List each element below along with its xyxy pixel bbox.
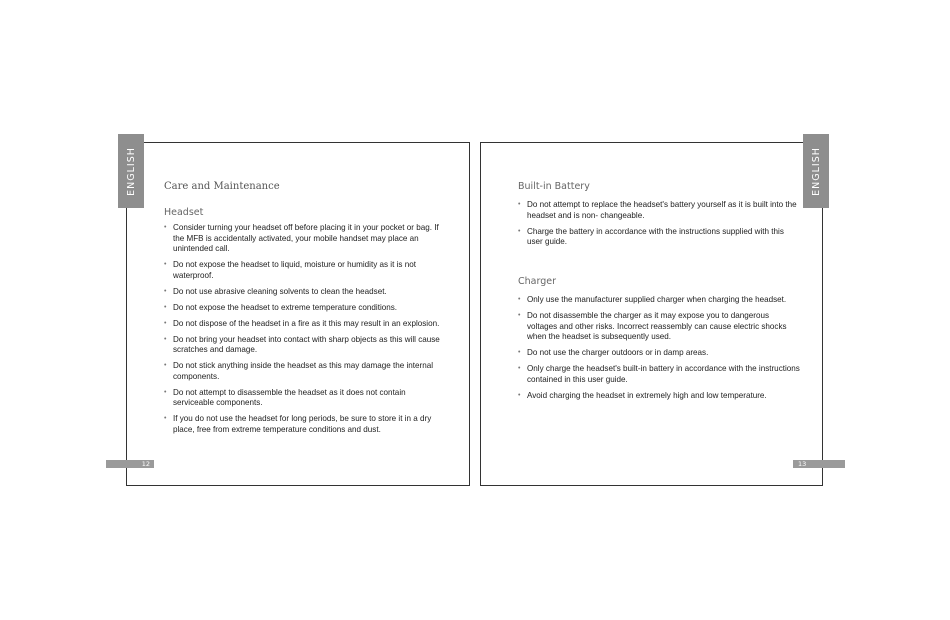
list-item: • Do not expose the headset to extreme temperature conditions. xyxy=(164,303,440,314)
list-item: • Do not use the charger outdoors or in damp areas. xyxy=(518,348,800,359)
list-item: • Only charge the headset's built-in battery in accordance with the instructions contained in this user guide. xyxy=(518,364,800,385)
headset-care-list xyxy=(164,223,440,441)
section-title-care: Care and Maintenance xyxy=(164,181,280,192)
language-tab-left xyxy=(118,134,144,208)
list-item: • Do not dispose of the headset in a fire as it this may result in an explosion. xyxy=(164,319,440,330)
list-item: • Consider turning your headset off before placing it in your pocket or bag. If the MFB is accidentally activated, your mobile handset may place an unintended call. xyxy=(164,223,440,255)
list-item: • Do not bring your headset into contact with sharp objects as this will cause scratches and damage. xyxy=(164,335,440,356)
list-item: • Charge the battery in accordance with the instructions supplied with this user guide. xyxy=(518,227,800,248)
list-item: • Do not disassemble the charger as it may expose you to dangerous voltages and other risks. Incorrect reassembly can cause electric shocks when the headset is subsequently used. xyxy=(518,311,800,343)
list-item: • Do not attempt to replace the headset's battery yourself as it is built into the headset and is non- changeable. xyxy=(518,200,800,221)
language-tab-right xyxy=(803,134,829,208)
list-item: • Only use the manufacturer supplied charger when charging the headset. xyxy=(518,295,800,306)
list-item: • Do not stick anything inside the headset as this may damage the internal components. xyxy=(164,361,440,382)
page-number: 12 xyxy=(141,460,150,468)
list-item: • Do not use abrasive cleaning solvents to clean the headset. xyxy=(164,287,440,298)
list-item: • Do not attempt to disassemble the headset as it does not contain serviceable components. xyxy=(164,388,440,409)
list-item: • Do not expose the headset to liquid, moisture or humidity as it is not waterproof. xyxy=(164,260,440,281)
language-tab-label: ENGLISH xyxy=(125,146,137,196)
list-item: • If you do not use the headset for long periods, be sure to store it in a dry place, free from extreme temperature conditions and dust. xyxy=(164,414,440,435)
subsection-title-battery: Built-in Battery xyxy=(518,181,590,192)
subsection-title-headset: Headset xyxy=(164,207,204,218)
page-number-bar-right xyxy=(793,460,845,468)
battery-care-list xyxy=(518,200,800,253)
charger-care-list xyxy=(518,295,800,407)
subsection-title-charger: Charger xyxy=(518,276,556,287)
page-number: 13 xyxy=(798,460,807,468)
language-tab-label: ENGLISH xyxy=(810,146,822,196)
page-number-bar-left xyxy=(106,460,154,468)
list-item: • Avoid charging the headset in extremely high and low temperature. xyxy=(518,391,800,402)
